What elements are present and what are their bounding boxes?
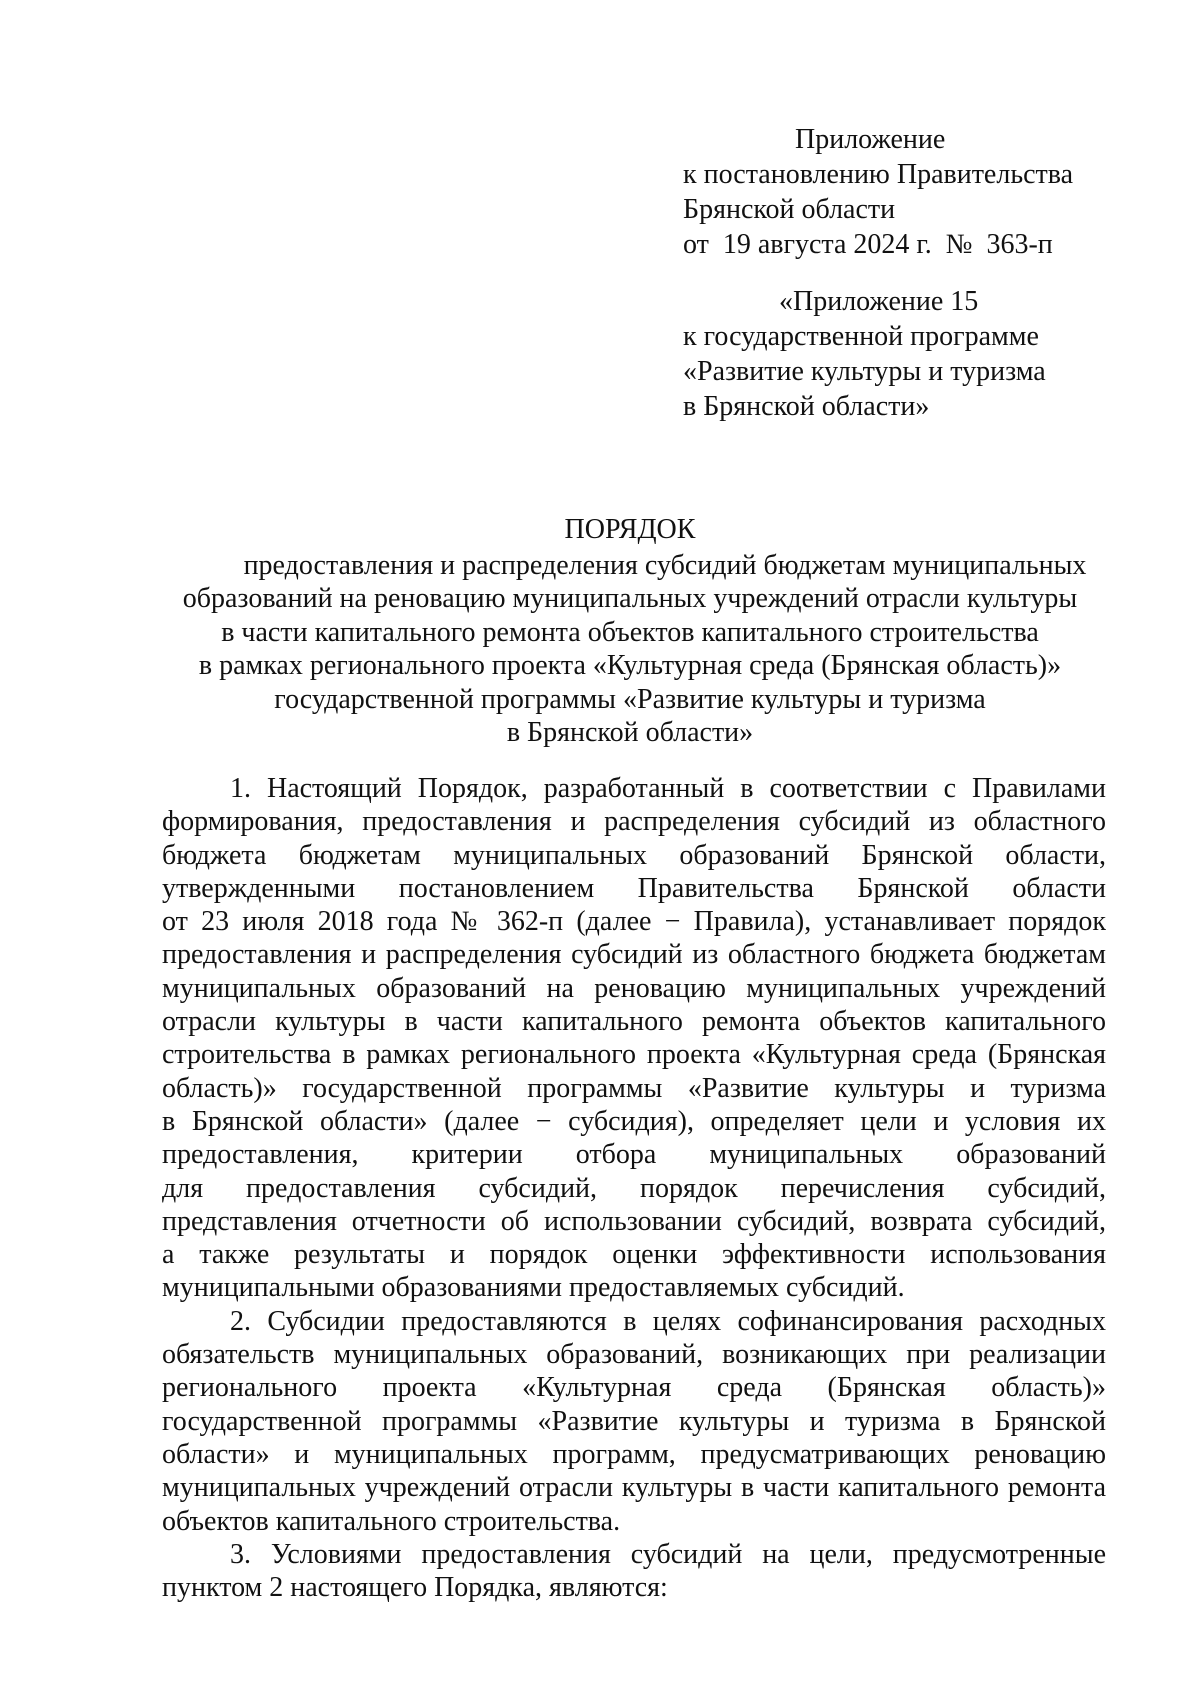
paragraph-line: обязательств муниципальных образований, возникающих при реализации xyxy=(162,1339,1106,1371)
title-line: образований на реновацию муниципальных учреждений отрасли культуры xyxy=(182,583,1078,614)
paragraph-line: утвержденными постановлением Правительства Брянской области xyxy=(162,872,1106,904)
title-line: в части капитального ремонта объектов капитального строительства xyxy=(221,616,1039,648)
paragraph-line: строительства в рамках регионального проекта «Культурная среда (Брянская xyxy=(162,1039,1106,1071)
appendix-header-line: Приложение xyxy=(795,124,946,155)
paragraph-line: представления отчетности об использовании субсидий, возврата субсидий, xyxy=(162,1205,1106,1237)
program-appendix-line: «Приложение 15 xyxy=(779,286,979,317)
paragraph-line: объектов капитального строительства. xyxy=(162,1505,621,1537)
paragraph-line: в Брянской области» (далее − субсидия), определяет цели и условия их xyxy=(162,1105,1106,1137)
document-title xyxy=(150,513,1110,750)
title-line: предоставления и распределения субсидий бюджетам муниципальных xyxy=(243,549,1087,581)
paragraph-line: формирования, предоставления и распределения субсидий из областного xyxy=(162,806,1106,838)
paragraph-line: муниципальных образований на реновацию муниципальных учреждений xyxy=(162,972,1106,1004)
paragraph-line: муниципальных учреждений отрасли культуры в части капитального ремонта xyxy=(162,1472,1106,1504)
paragraph-line: государственной программы «Развитие культуры и туризма в Брянской xyxy=(162,1405,1106,1437)
program-appendix-line: к государственной программе xyxy=(683,321,1039,352)
appendix-header xyxy=(683,122,1143,262)
paragraph-2 xyxy=(162,1305,1106,1538)
title-line: в Брянской области» xyxy=(506,717,754,748)
paragraph-line: пунктом 2 настоящего Порядка, являются: xyxy=(162,1572,668,1604)
appendix-header-line: Брянской области xyxy=(683,194,896,225)
paragraph-line: области» и муниципальных программ, предусматривающих реновацию xyxy=(162,1438,1106,1470)
program-appendix-line: «Развитие культуры и туризма xyxy=(683,356,1046,387)
document-body xyxy=(162,772,1106,1604)
paragraph-line: бюджета бюджетам муниципальных образований Брянской области, xyxy=(162,839,1106,871)
paragraph-line: 3. Условиями предоставления субсидий на цели, предусмотренные xyxy=(230,1538,1106,1570)
paragraph-line: отрасли культуры в части капитального ремонта объектов капитального xyxy=(162,1006,1106,1038)
paragraph-line: 2. Субсидии предоставляются в целях софинансирования расходных xyxy=(230,1305,1106,1337)
title-line: государственной программы «Развитие культуры и туризма xyxy=(274,683,986,715)
paragraph-line: предоставления, критерии отбора муниципальных образований xyxy=(162,1139,1106,1171)
paragraph-line: от 23 июля 2018 года № 362-п (далее − Правила), устанавливает порядок xyxy=(162,906,1106,938)
paragraph-line: а также результаты и порядок оценки эффективности использования xyxy=(162,1239,1106,1271)
paragraph-3 xyxy=(162,1538,1106,1605)
program-appendix-header xyxy=(683,284,1143,424)
program-appendix-line: в Брянской области» xyxy=(683,391,930,422)
paragraph-1 xyxy=(162,772,1106,1305)
paragraph-line: область)» государственной программы «Развитие культуры и туризма xyxy=(162,1072,1106,1104)
paragraph-line: для предоставления субсидий, порядок перечисления субсидий, xyxy=(162,1172,1106,1204)
paragraph-line: муниципальными образованиями предоставляемых субсидий. xyxy=(162,1272,905,1304)
appendix-header-line: от 19 августа 2024 г. № 363-п xyxy=(683,229,1053,260)
paragraph-line: 1. Настоящий Порядок, разработанный в соответствии с Правилами xyxy=(230,773,1106,804)
title-line: в рамках регионального проекта «Культурная среда (Брянская область)» xyxy=(198,650,1062,681)
paragraph-line: регионального проекта «Культурная среда (Брянская область)» xyxy=(162,1372,1106,1404)
appendix-header-line: к постановлению Правительства xyxy=(683,159,1074,190)
title-heading: ПОРЯДОК xyxy=(564,514,696,545)
paragraph-line: предоставления и распределения субсидий из областного бюджета бюджетам xyxy=(162,939,1106,971)
